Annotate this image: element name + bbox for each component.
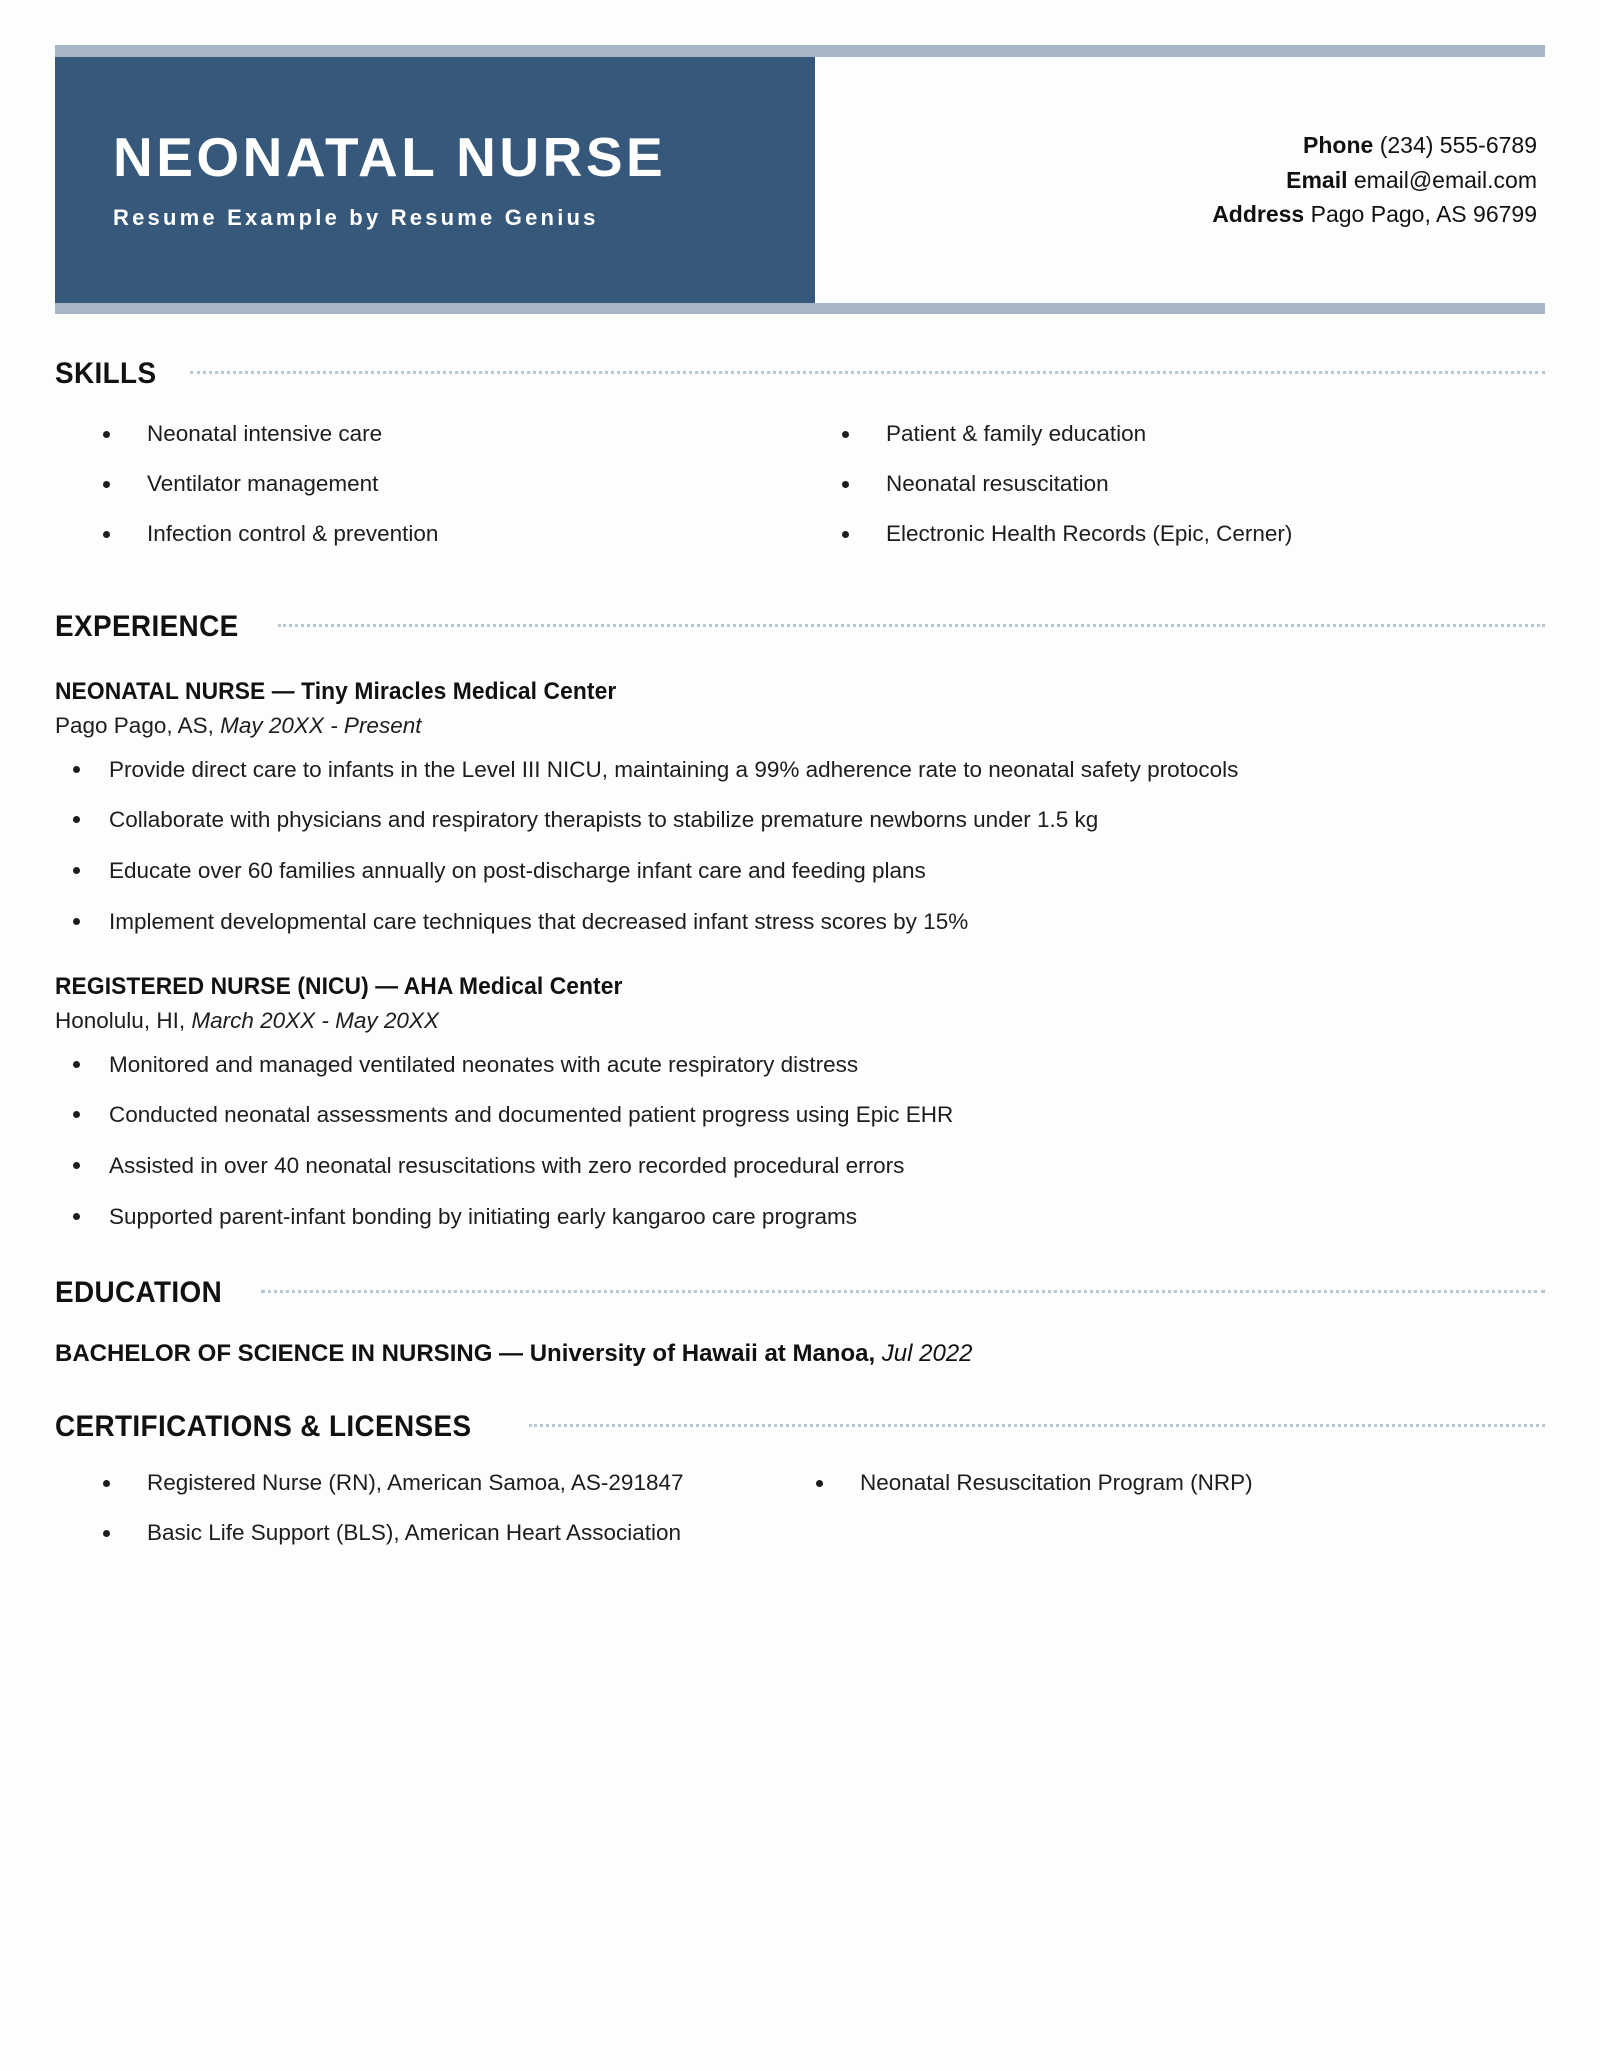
experience-section-header xyxy=(55,610,1545,644)
header-bottom-accent-bar xyxy=(55,303,1545,314)
job-bullet-list xyxy=(55,1048,1545,1234)
contact-address-label: Address xyxy=(1212,201,1305,228)
header-top-accent-bar xyxy=(55,45,1545,57)
job-title: NEONATAL NURSE — Tiny Miracles Medical Center xyxy=(55,677,617,705)
name-block xyxy=(55,57,815,303)
page-subtitle: Resume Example by Resume Genius xyxy=(113,204,599,230)
certifications-right-column xyxy=(800,1466,1545,1566)
contact-address xyxy=(1212,197,1537,232)
certifications-left-list xyxy=(97,1466,800,1550)
list-item: Monitored and managed ventilated neonates with acute respiratory distress xyxy=(55,1048,1545,1082)
contact-phone-value: (234) 555-6789 xyxy=(1379,131,1537,158)
education-degree: BACHELOR OF SCIENCE IN NURSING — xyxy=(55,1339,530,1367)
contact-block xyxy=(1212,57,1537,303)
experience-section xyxy=(55,610,1545,1234)
list-item: Collaborate with physicians and respiratory therapists to stabilize premature newborns under 1.5 kg xyxy=(55,803,1545,837)
education-school: University of Hawaii at Manoa, xyxy=(529,1339,876,1367)
skills-right-list xyxy=(836,417,1545,552)
section-divider xyxy=(190,371,1545,377)
list-item: Infection control & prevention xyxy=(97,517,800,551)
skills-columns xyxy=(55,417,1545,568)
experience-entry xyxy=(55,678,1545,939)
job-dates: March 20XX - May 20XX xyxy=(191,1007,439,1033)
certifications-left-column xyxy=(55,1466,800,1566)
page-title: NEONATAL NURSE xyxy=(113,125,667,188)
job-bullet-list xyxy=(55,753,1545,939)
certifications-columns xyxy=(55,1466,1545,1566)
certifications-section-title: CERTIFICATIONS & LICENSES xyxy=(55,1409,472,1443)
experience-entry xyxy=(55,973,1545,1234)
job-location: Honolulu, HI, xyxy=(55,1007,186,1033)
certifications-section-header xyxy=(55,1410,1545,1444)
list-item: Registered Nurse (RN), American Samoa, AS-291847 xyxy=(97,1466,800,1500)
list-item: Educate over 60 families annually on post-discharge infant care and feeding plans xyxy=(55,854,1545,888)
skills-left-list xyxy=(97,417,800,552)
list-item: Assisted in over 40 neonatal resuscitations with zero recorded procedural errors xyxy=(55,1149,1545,1183)
education-section-title: EDUCATION xyxy=(55,1275,223,1309)
contact-phone xyxy=(1303,128,1537,163)
list-item: Patient & family education xyxy=(836,417,1545,451)
list-item: Neonatal Resuscitation Program (NRP) xyxy=(810,1466,1545,1500)
list-item: Electronic Health Records (Epic, Cerner) xyxy=(836,517,1545,551)
skills-section-header xyxy=(55,357,1545,391)
list-item: Implement developmental care techniques that decreased infant stress scores by 15% xyxy=(55,905,1545,939)
job-meta xyxy=(55,1008,1545,1034)
section-divider xyxy=(529,1424,1545,1430)
resume-header xyxy=(55,45,1545,315)
job-title: REGISTERED NURSE (NICU) — AHA Medical Center xyxy=(55,972,623,1000)
list-item: Neonatal intensive care xyxy=(97,417,800,451)
certifications-right-list xyxy=(810,1466,1545,1500)
list-item: Conducted neonatal assessments and documented patient progress using Epic EHR xyxy=(55,1098,1545,1132)
education-section-header xyxy=(55,1276,1545,1310)
contact-email xyxy=(1286,163,1537,198)
section-divider xyxy=(278,624,1545,630)
skills-section-title: SKILLS xyxy=(55,357,157,390)
contact-address-value: Pago Pago, AS 96799 xyxy=(1310,201,1537,228)
job-location: Pago Pago, AS, xyxy=(55,712,214,738)
section-divider xyxy=(261,1290,1545,1296)
contact-email-label: Email xyxy=(1286,166,1348,193)
education-section xyxy=(55,1276,1545,1368)
education-entry xyxy=(55,1340,1545,1368)
job-dates: May 20XX - Present xyxy=(220,712,422,738)
contact-phone-label: Phone xyxy=(1303,131,1374,158)
list-item: Basic Life Support (BLS), American Heart Association xyxy=(97,1516,800,1550)
experience-section-title: EXPERIENCE xyxy=(55,609,239,643)
contact-email-value: email@email.com xyxy=(1353,166,1537,193)
education-year: Jul 2022 xyxy=(875,1339,973,1367)
job-meta xyxy=(55,713,1545,739)
list-item: Ventilator management xyxy=(97,467,800,501)
list-item: Neonatal resuscitation xyxy=(836,467,1545,501)
skills-right-column xyxy=(800,417,1545,568)
list-item: Supported parent-infant bonding by initiating early kangaroo care programs xyxy=(55,1200,1545,1234)
skills-left-column xyxy=(55,417,800,568)
skills-section xyxy=(55,357,1545,568)
certifications-section xyxy=(55,1410,1545,1566)
list-item: Provide direct care to infants in the Level III NICU, maintaining a 99% adherence rate to neonatal safety protocols xyxy=(55,753,1545,787)
